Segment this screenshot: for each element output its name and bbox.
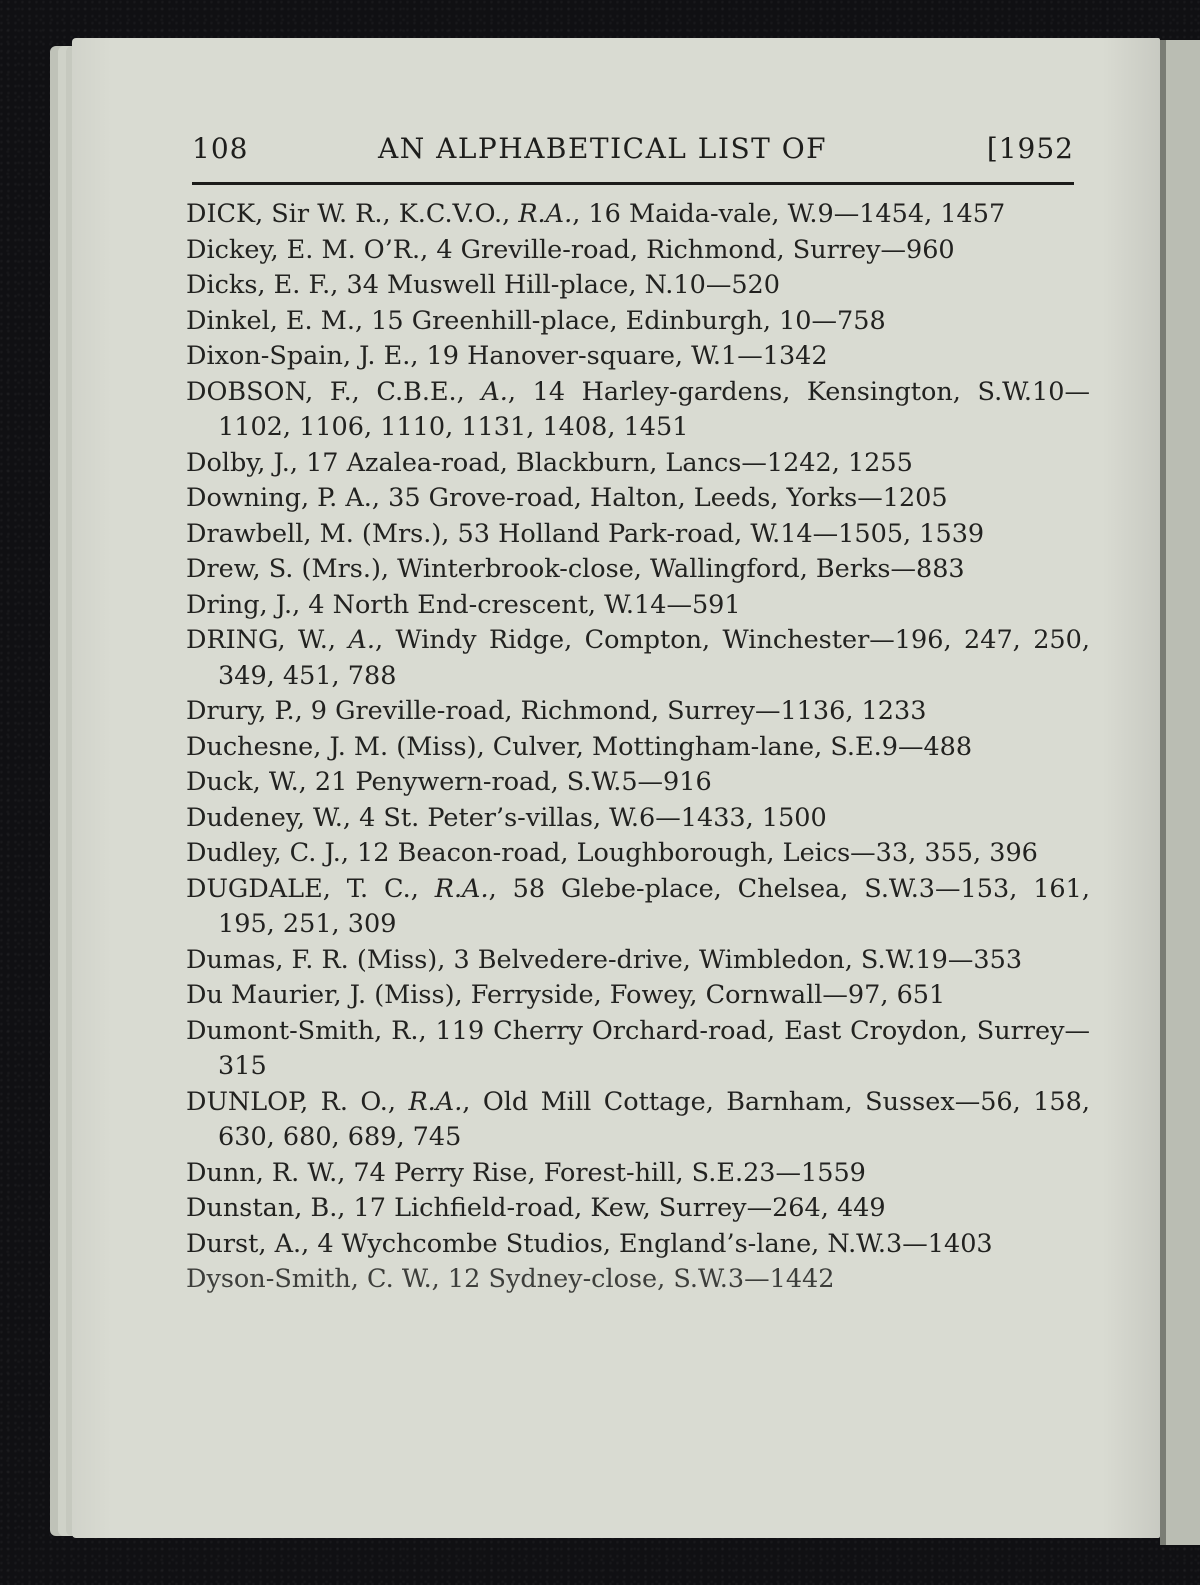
list-item xyxy=(186,268,1090,304)
list-item xyxy=(186,694,1090,730)
book-gutter xyxy=(1160,40,1166,1545)
entry-rank: R.A. xyxy=(434,873,489,904)
entry-details: , 16 Maida-vale, W.9—1454, 1457 xyxy=(572,199,1006,229)
entry-text: DRING, W., xyxy=(186,625,349,655)
entry-text: Dumont-Smith, R., 119 Cherry Orchard-road, East Croydon, Surrey—315 xyxy=(186,1015,1090,1081)
list-item xyxy=(186,304,1090,340)
entry-text: Drawbell, M. (Mrs.), 53 Holland Park-road, W.14—1505, 1539 xyxy=(186,518,985,549)
list-item xyxy=(186,1156,1090,1192)
entry-text: Dudley, C. J., 12 Beacon-road, Loughborough, Leics—33, 355, 396 xyxy=(186,838,1038,868)
entry-text: Dudeney, W., 4 St. Peter’s-villas, W.6—1433, 1500 xyxy=(186,802,827,833)
entry-details: , Windy Ridge, Compton, Winchester—196, 247, 250, 349, 451, 788 xyxy=(218,625,1090,691)
entry-details: , 58 Glebe-place, Chelsea, S.W.3—153, 161, 195, 251, 309 xyxy=(218,873,1090,939)
list-item xyxy=(186,836,1090,872)
header-year: [1952 xyxy=(986,132,1074,165)
entry-text: Drury, P., 9 Greville-road, Richmond, Surrey—1136, 1233 xyxy=(186,696,927,726)
list-item xyxy=(186,446,1090,482)
entry-text: Dolby, J., 17 Azalea-road, Blackburn, Lancs—1242, 1255 xyxy=(186,447,913,478)
list-item xyxy=(186,481,1090,517)
facing-page xyxy=(1160,40,1200,1545)
list-item xyxy=(186,517,1090,553)
list-item xyxy=(186,1262,1090,1298)
entry-text: Durst, A., 4 Wychcombe Studios, England’s-lane, N.W.3—1403 xyxy=(186,1228,993,1259)
entry-text: Dyson-Smith, C. W., 12 Sydney-close, S.W.3—1442 xyxy=(186,1264,835,1294)
entry-text: Dinkel, E. M., 15 Greenhill-place, Edinburgh, 10—758 xyxy=(186,305,886,336)
list-item xyxy=(186,1014,1090,1085)
list-item xyxy=(186,801,1090,837)
entry-rank: A. xyxy=(348,625,375,655)
entry-details: , Old Mill Cottage, Barnham, Sussex—56, 158, 630, 680, 689, 745 xyxy=(218,1086,1090,1152)
page-title: AN ALPHABETICAL LIST OF xyxy=(378,132,828,165)
header-rule xyxy=(192,182,1074,185)
entry-rank: R.A. xyxy=(408,1086,463,1117)
entry-text: DICK, Sir W. R., K.C.V.O., xyxy=(186,199,519,229)
running-head xyxy=(192,128,1074,172)
entry-text: DUNLOP, R. O., xyxy=(186,1086,409,1117)
list-item xyxy=(186,197,1090,233)
entry-text: Duchesne, J. M. (Miss), Culver, Mottingham-lane, S.E.9—488 xyxy=(186,731,973,762)
entry-text: Downing, P. A., 35 Grove-road, Halton, Leeds, Yorks—1205 xyxy=(186,483,948,513)
list-item xyxy=(186,339,1090,375)
list-item xyxy=(186,978,1090,1014)
list-item xyxy=(186,588,1090,624)
list-item xyxy=(186,765,1090,801)
entry-details: , 14 Harley-gardens, Kensington, S.W.10—1102, 1106, 1110, 1131, 1408, 1451 xyxy=(218,376,1090,442)
entry-text: Duck, W., 21 Penywern-road, S.W.5—916 xyxy=(186,767,712,797)
page-number: 108 xyxy=(192,132,249,165)
list-item xyxy=(186,623,1090,694)
entry-text: Dicks, E. F., 34 Muswell Hill-place, N.10—520 xyxy=(186,270,780,300)
list-item xyxy=(186,1085,1090,1156)
entry-text: Dunstan, B., 17 Lichfield-road, Kew, Surrey—264, 449 xyxy=(186,1193,886,1223)
entry-rank: A. xyxy=(481,376,508,407)
list-item xyxy=(186,943,1090,979)
entry-list xyxy=(186,197,1090,1298)
list-item xyxy=(186,552,1090,588)
list-item xyxy=(186,872,1090,943)
entry-text: Dunn, R. W., 74 Perry Rise, Forest-hill, S.E.23—1559 xyxy=(186,1157,866,1188)
list-item xyxy=(186,730,1090,766)
list-item xyxy=(186,233,1090,269)
list-item xyxy=(186,1191,1090,1227)
entry-text: Dixon-Spain, J. E., 19 Hanover-square, W.1—1342 xyxy=(186,341,828,371)
entry-text: Drew, S. (Mrs.), Winterbrook-close, Wallingford, Berks—883 xyxy=(186,554,965,584)
list-item xyxy=(186,1227,1090,1263)
entry-text: Du Maurier, J. (Miss), Ferryside, Fowey, Cornwall—97, 651 xyxy=(186,980,946,1010)
entry-text: Dickey, E. M. O’R., 4 Greville-road, Richmond, Surrey—960 xyxy=(186,234,955,265)
entry-rank: R.A. xyxy=(518,199,573,229)
entry-text: DOBSON, F., C.B.E., xyxy=(186,376,482,407)
entry-text: DUGDALE, T. C., xyxy=(186,873,435,904)
list-item xyxy=(186,375,1090,446)
entry-text: Dring, J., 4 North End-crescent, W.14—591 xyxy=(186,589,741,620)
entry-text: Dumas, F. R. (Miss), 3 Belvedere-drive, Wimbledon, S.W.19—353 xyxy=(186,944,1023,975)
